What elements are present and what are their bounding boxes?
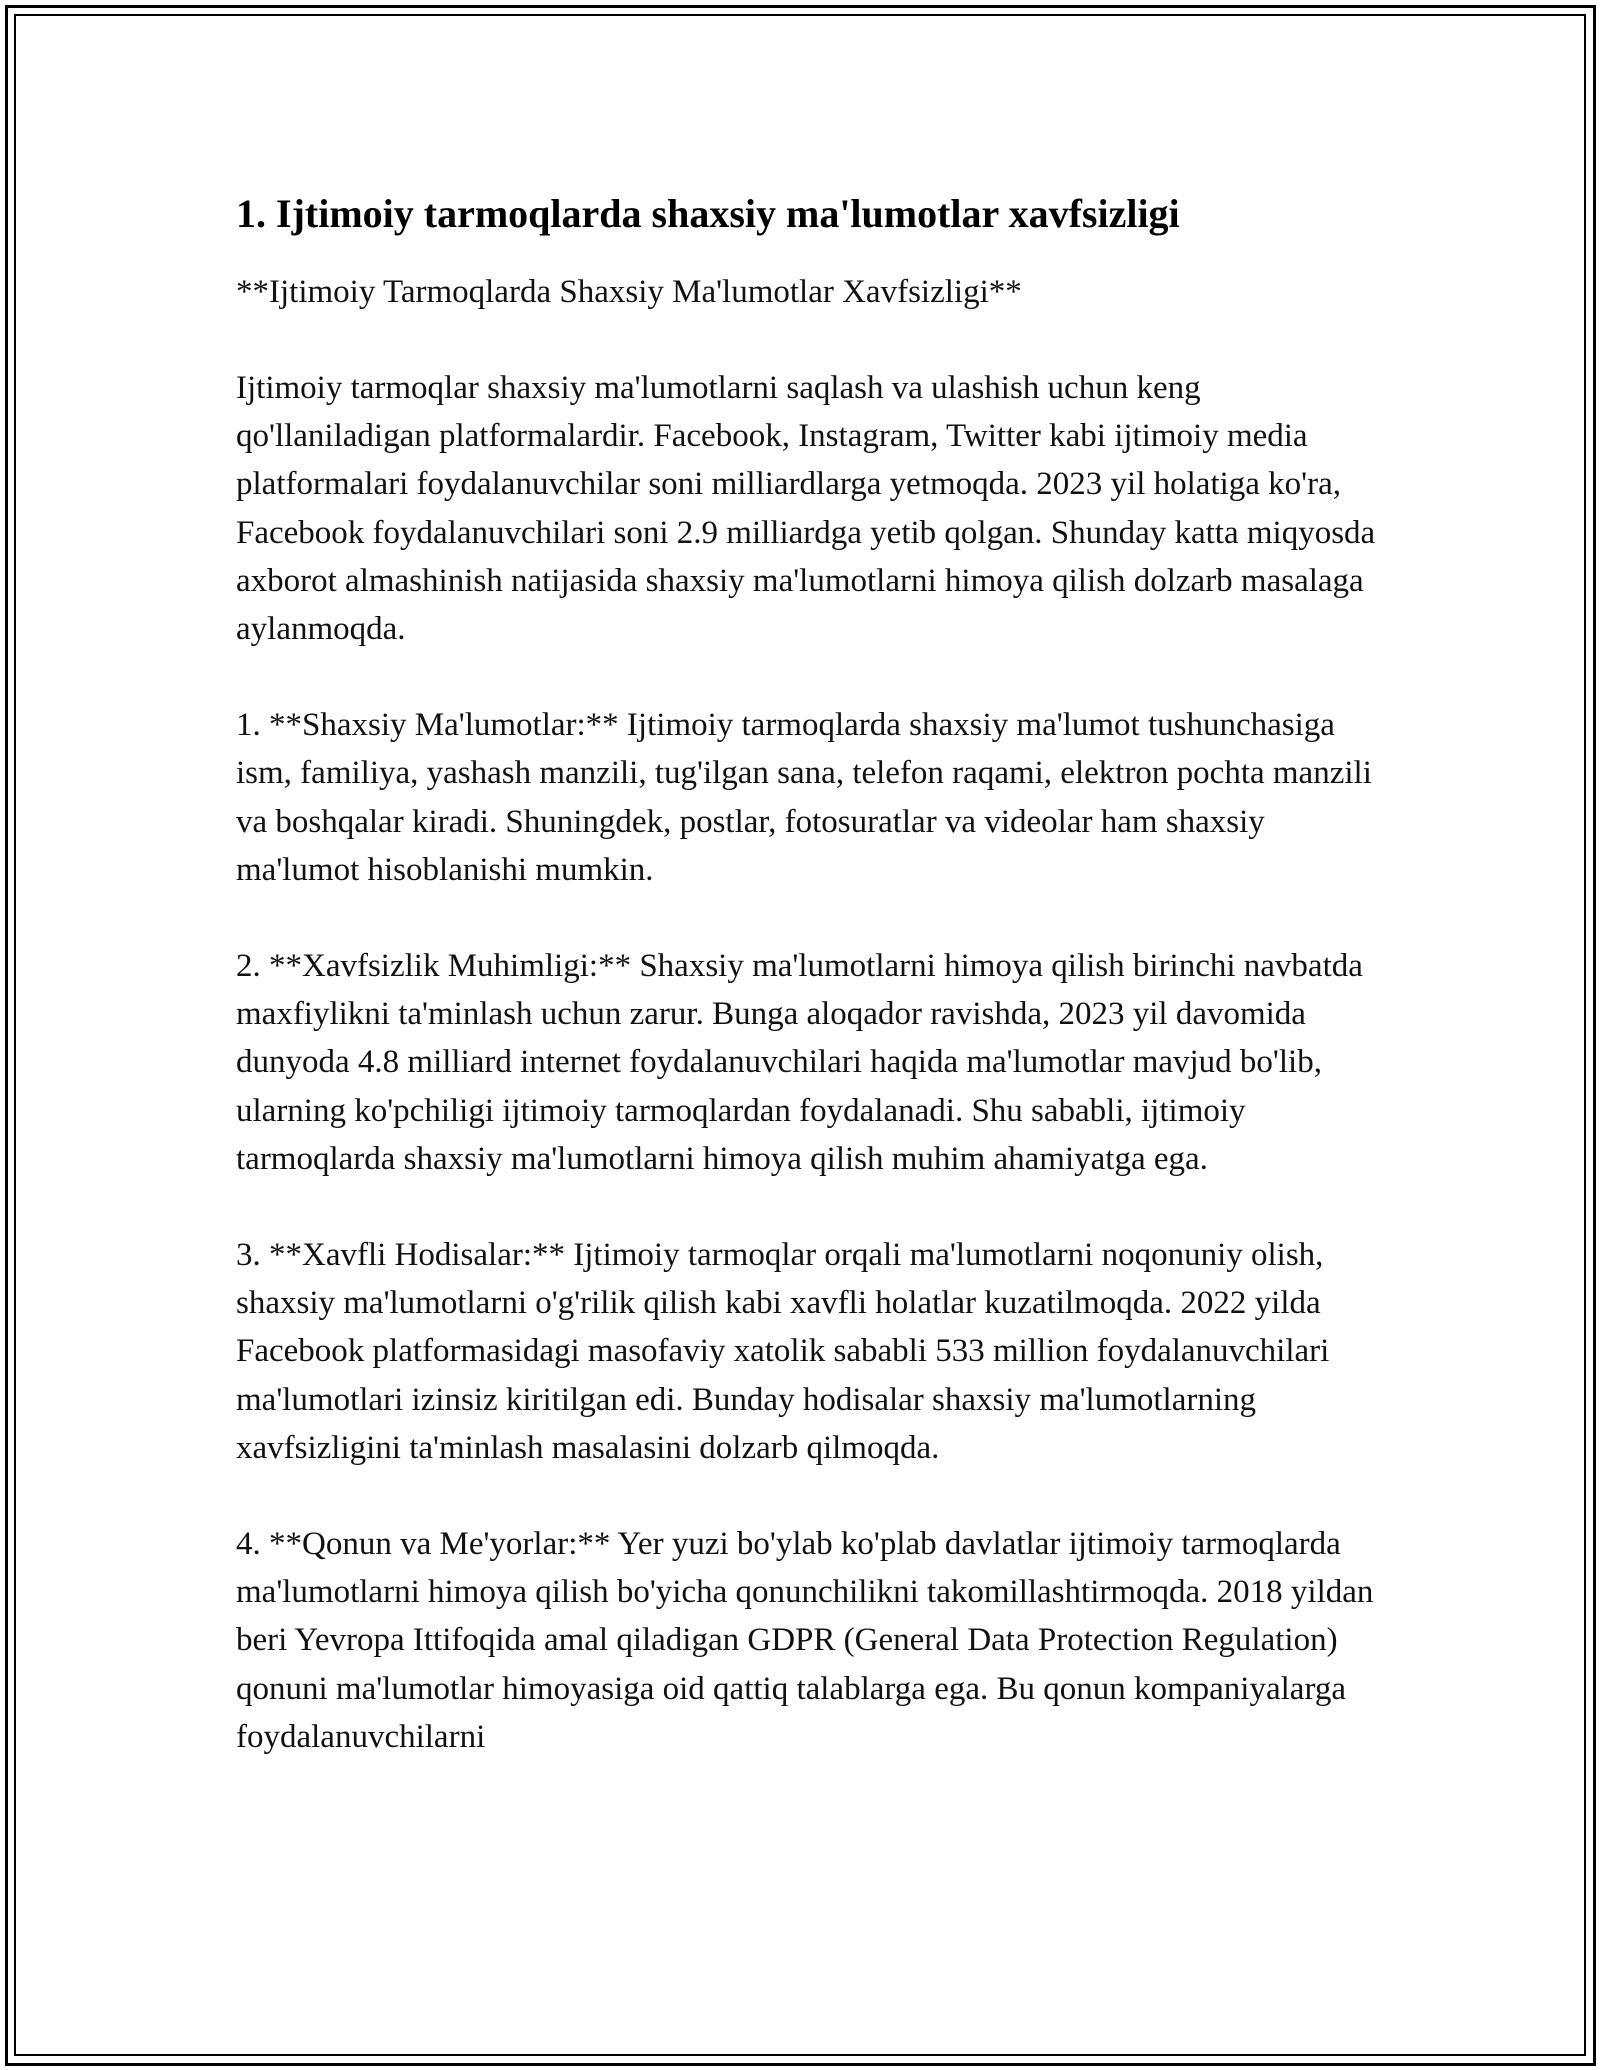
paragraph-security-importance: 2. **Xavfsizlik Muhimligi:** Shaxsiy ma'lumotlarni himoya qilish birinchi navbatda maxfiylikni ta'minlash uchun zarur. Bunga aloqador ravishda, 2023 yil davomida dunyoda 4.8 milliard internet foydalanuvchilari haqida ma'lumotlar mavjud bo'lib, ularning ko'pchiligi ijtimoiy tarmoqlardan foydalanadi. Shu sababli, ijtimoiy tarmoqlarda shaxsiy ma'lumotlarni himoya qilish muhim ahamiyatga ega. bbox=[236, 948, 1363, 1177]
document-body bbox=[236, 188, 1396, 1809]
paragraph-intro: Ijtimoiy tarmoqlar shaxsiy ma'lumotlarni saqlash va ulashish uchun keng qo'llaniladigan platformalardir. Facebook, Instagram, Twitter kabi ijtimoiy media platformalari foydalanuvchilar soni milliardlarga yetmoqda. 2023 yil holatiga ko'ra, Facebook foydalanuvchilari soni 2.9 milliardga yetib qolgan. Shunday katta miqyosda axborot almashinish natijasida shaxsiy ma'lumotlarni himoya qilish dolzarb masalaga aylanmoqda. bbox=[236, 370, 1376, 648]
paragraph-laws-regulations: 4. **Qonun va Me'yorlar:** Yer yuzi bo'ylab ko'plab davlatlar ijtimoiy tarmoqlarda ma'lumotlarni himoya qilish bo'yicha qonunchilikni takomillashtirmoqda. 2018 yildan beri Yevropa Ittifoqida amal qiladigan GDPR (General Data Protection Regulation) qonuni ma'lumotlar himoyasiga oid qattiq talablarga ega. Bu qonun kompaniyalarga foydalanuvchilarni bbox=[236, 1526, 1374, 1755]
document-subtitle: **Ijtimoiy Tarmoqlarda Shaxsiy Ma'lumotlar Xavfsizligi** bbox=[236, 274, 1022, 310]
paragraph-dangerous-incidents: 3. **Xavfli Hodisalar:** Ijtimoiy tarmoqlar orqali ma'lumotlarni noqonuniy olish, shaxsiy ma'lumotlarni o'g'rilik qilish kabi xavfli holatlar kuzatilmoqda. 2022 yilda Facebook platformasidagi masofaviy xatolik sababli 533 million foydalanuvchilari ma'lumotlari izinsiz kiritilgan edi. Bunday hodisalar shaxsiy ma'lumotlarning xavfsizligini ta'minlash masalasini dolzarb qilmoqda. bbox=[236, 1237, 1330, 1466]
paragraph-personal-data: 1. **Shaxsiy Ma'lumotlar:** Ijtimoiy tarmoqlarda shaxsiy ma'lumot tushunchasiga ism, familiya, yashash manzili, tug'ilgan sana, telefon raqami, elektron pochta manzili va boshqalar kiradi. Shuningdek, postlar, fotosuratlar va videolar ham shaxsiy ma'lumot hisoblanishi mumkin. bbox=[236, 707, 1372, 888]
document-title: 1. Ijtimoiy tarmoqlarda shaxsiy ma'lumotlar xavfsizligi bbox=[236, 191, 1180, 236]
